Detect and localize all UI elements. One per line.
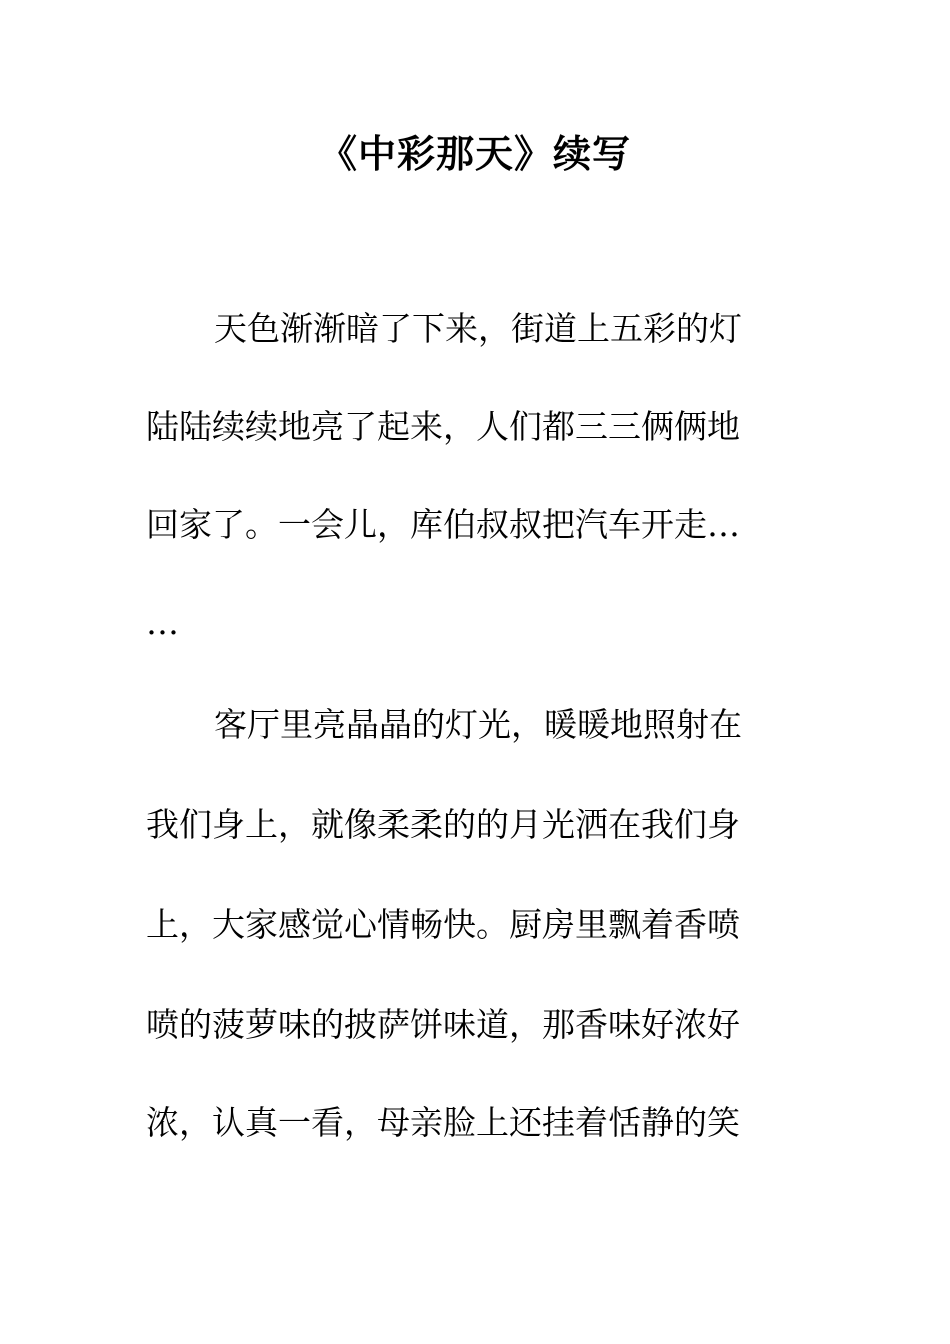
paragraph-1-line-2: 陆陆续续地亮了起来，人们都三三俩俩地 (146, 407, 740, 446)
paragraph-2-line-1: 客厅里亮晶晶的灯光，暖暖地照射在 (214, 705, 742, 744)
document-title: 《中彩那天》续写 (318, 131, 631, 176)
paragraph-2-line-5: 浓，认真一看，母亲脸上还挂着恬静的笑 (146, 1103, 740, 1142)
paragraph-1-line-3: 回家了。一会儿，库伯叔叔把汽车开走… (146, 505, 740, 544)
paragraph-2-line-4: 喷的菠萝味的披萨饼味道，那香味好浓好 (146, 1005, 740, 1044)
paragraph-2-line-3: 上，大家感觉心情畅快。厨房里飘着香喷 (146, 905, 740, 944)
paragraph-1-line-1: 天色渐渐暗了下来，街道上五彩的灯 (214, 309, 742, 348)
paragraph-1-line-4: … (146, 603, 179, 642)
paragraph-2-line-2: 我们身上，就像柔柔的的月光洒在我们身 (146, 805, 740, 844)
